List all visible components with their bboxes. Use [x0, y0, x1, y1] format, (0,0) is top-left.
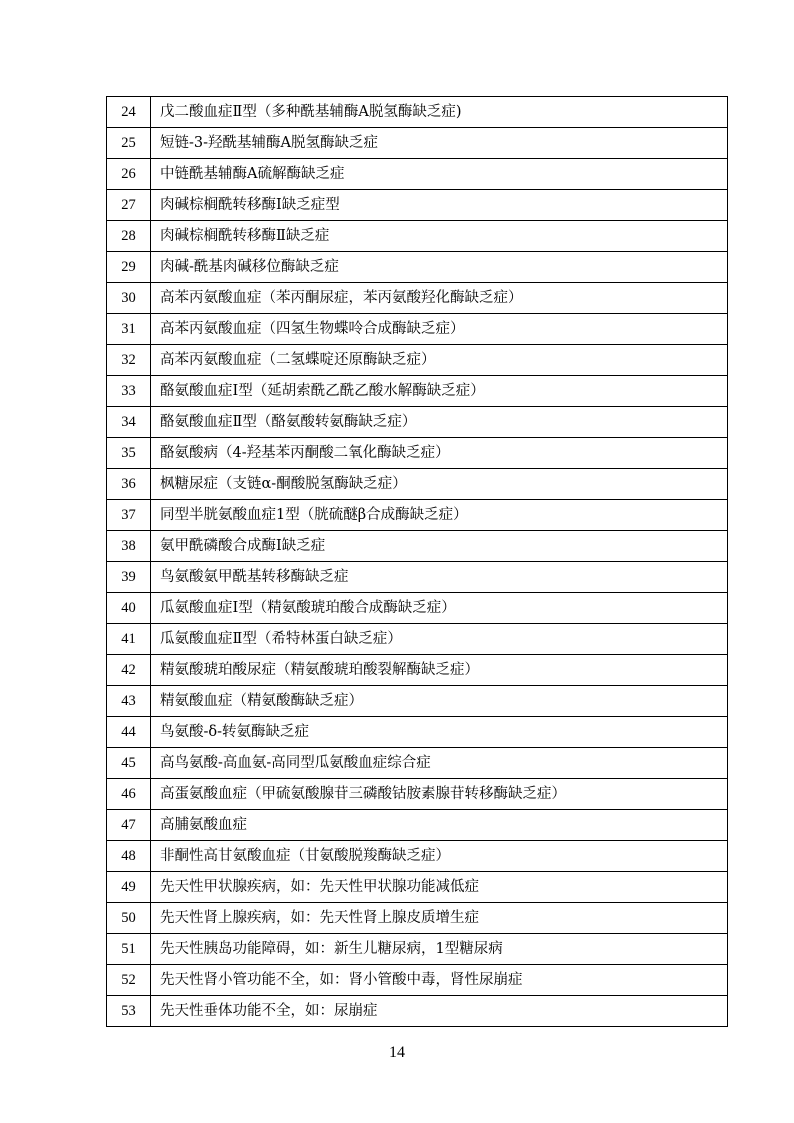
disease-name: 鸟氨酸-δ-转氨酶缺乏症	[151, 717, 728, 748]
disease-name: 戊二酸血症Ⅱ型（多种酰基辅酶A脱氢酶缺乏症)	[151, 97, 728, 128]
row-number: 35	[107, 438, 151, 469]
row-number: 24	[107, 97, 151, 128]
row-number: 52	[107, 965, 151, 996]
row-number: 26	[107, 159, 151, 190]
table-row	[107, 221, 728, 252]
table-row	[107, 128, 728, 159]
disease-name: 瓜氨酸血症Ⅱ型（希特林蛋白缺乏症）	[151, 624, 728, 655]
table-row	[107, 531, 728, 562]
disease-name: 高蛋氨酸血症（甲硫氨酸腺苷三磷酸钴胺素腺苷转移酶缺乏症）	[151, 779, 728, 810]
disease-name: 高苯丙氨酸血症（苯丙酮尿症，苯丙氨酸羟化酶缺乏症）	[151, 283, 728, 314]
row-number: 39	[107, 562, 151, 593]
disease-name: 先天性垂体功能不全，如：尿崩症	[151, 996, 728, 1027]
disease-name: 肉碱-酰基肉碱移位酶缺乏症	[151, 252, 728, 283]
disease-name: 高脯氨酸血症	[151, 810, 728, 841]
row-number: 42	[107, 655, 151, 686]
disease-name: 枫糖尿症（支链α-酮酸脱氢酶缺乏症）	[151, 469, 728, 500]
table-row	[107, 717, 728, 748]
disease-name: 鸟氨酸氨甲酰基转移酶缺乏症	[151, 562, 728, 593]
row-number: 50	[107, 903, 151, 934]
disease-name: 酪氨酸血症Ⅱ型（酪氨酸转氨酶缺乏症）	[151, 407, 728, 438]
disease-name: 非酮性高甘氨酸血症（甘氨酸脱羧酶缺乏症）	[151, 841, 728, 872]
table-row	[107, 996, 728, 1027]
table-row	[107, 841, 728, 872]
table-row	[107, 407, 728, 438]
disease-name: 氨甲酰磷酸合成酶Ⅰ缺乏症	[151, 531, 728, 562]
row-number: 37	[107, 500, 151, 531]
disease-name: 精氨酸琥珀酸尿症（精氨酸琥珀酸裂解酶缺乏症）	[151, 655, 728, 686]
table-row	[107, 283, 728, 314]
table-row	[107, 562, 728, 593]
disease-name: 短链-3-羟酰基辅酶A脱氢酶缺乏症	[151, 128, 728, 159]
disease-name: 肉碱棕榈酰转移酶Ⅰ缺乏症型	[151, 190, 728, 221]
row-number: 45	[107, 748, 151, 779]
table-row	[107, 345, 728, 376]
table-row	[107, 903, 728, 934]
table-row	[107, 469, 728, 500]
table-row	[107, 872, 728, 903]
row-number: 38	[107, 531, 151, 562]
table-row	[107, 748, 728, 779]
table-row	[107, 655, 728, 686]
table-row	[107, 438, 728, 469]
row-number: 36	[107, 469, 151, 500]
table-row	[107, 97, 728, 128]
disease-name: 精氨酸血症（精氨酸酶缺乏症）	[151, 686, 728, 717]
table-row	[107, 190, 728, 221]
disease-list-table	[106, 96, 728, 1027]
table-row	[107, 159, 728, 190]
row-number: 53	[107, 996, 151, 1027]
disease-name: 同型半胱氨酸血症1型（胱硫醚β合成酶缺乏症）	[151, 500, 728, 531]
table-row	[107, 965, 728, 996]
row-number: 28	[107, 221, 151, 252]
row-number: 29	[107, 252, 151, 283]
row-number: 49	[107, 872, 151, 903]
row-number: 51	[107, 934, 151, 965]
disease-name: 先天性肾小管功能不全，如：肾小管酸中毒，肾性尿崩症	[151, 965, 728, 996]
row-number: 32	[107, 345, 151, 376]
disease-name: 酪氨酸血症Ⅰ型（延胡索酰乙酰乙酸水解酶缺乏症）	[151, 376, 728, 407]
disease-name: 先天性肾上腺疾病，如：先天性肾上腺皮质增生症	[151, 903, 728, 934]
table-row	[107, 252, 728, 283]
disease-list-body	[107, 97, 728, 1027]
row-number: 47	[107, 810, 151, 841]
page-number: 14	[389, 1044, 405, 1061]
row-number: 41	[107, 624, 151, 655]
table-row	[107, 810, 728, 841]
disease-name: 肉碱棕榈酰转移酶Ⅱ缺乏症	[151, 221, 728, 252]
disease-name: 中链酰基辅酶A硫解酶缺乏症	[151, 159, 728, 190]
row-number: 31	[107, 314, 151, 345]
disease-name: 高鸟氨酸-高血氨-高同型瓜氨酸血症综合症	[151, 748, 728, 779]
table-row	[107, 500, 728, 531]
table-row	[107, 593, 728, 624]
table-row	[107, 376, 728, 407]
disease-name: 先天性甲状腺疾病，如：先天性甲状腺功能减低症	[151, 872, 728, 903]
table-row	[107, 624, 728, 655]
row-number: 48	[107, 841, 151, 872]
table-row	[107, 314, 728, 345]
disease-name: 酪氨酸病（4-羟基苯丙酮酸二氧化酶缺乏症）	[151, 438, 728, 469]
row-number: 40	[107, 593, 151, 624]
row-number: 33	[107, 376, 151, 407]
row-number: 30	[107, 283, 151, 314]
row-number: 43	[107, 686, 151, 717]
row-number: 27	[107, 190, 151, 221]
row-number: 25	[107, 128, 151, 159]
row-number: 46	[107, 779, 151, 810]
table-row	[107, 934, 728, 965]
row-number: 34	[107, 407, 151, 438]
table-row	[107, 686, 728, 717]
table-row	[107, 779, 728, 810]
row-number: 44	[107, 717, 151, 748]
disease-name: 高苯丙氨酸血症（四氢生物蝶呤合成酶缺乏症）	[151, 314, 728, 345]
disease-name: 瓜氨酸血症Ⅰ型（精氨酸琥珀酸合成酶缺乏症）	[151, 593, 728, 624]
disease-name: 高苯丙氨酸血症（二氢蝶啶还原酶缺乏症）	[151, 345, 728, 376]
disease-name: 先天性胰岛功能障碍，如：新生儿糖尿病，1型糖尿病	[151, 934, 728, 965]
